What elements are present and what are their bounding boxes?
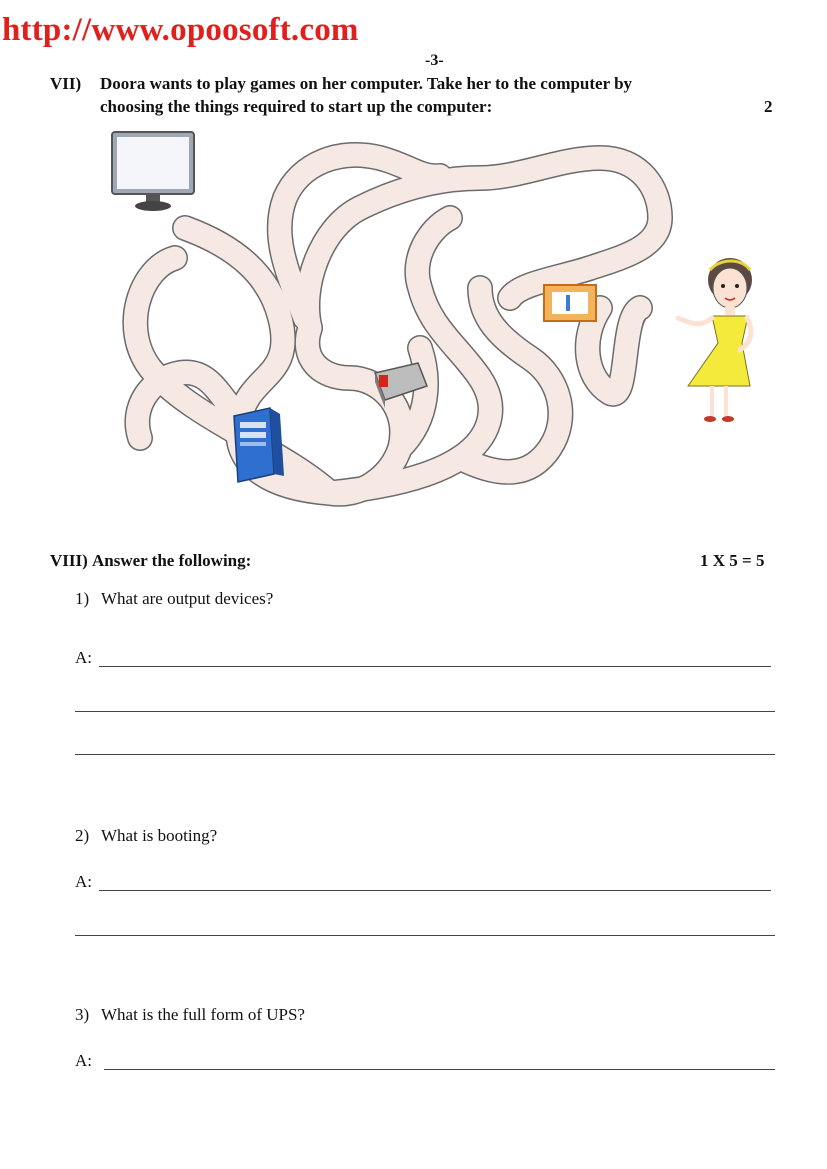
monitor-icon — [112, 132, 194, 211]
answer-line[interactable] — [75, 935, 775, 936]
section-8-number: VIII) — [50, 551, 88, 570]
question-3-text: What is the full form of UPS? — [101, 1005, 305, 1024]
answer-line[interactable] — [99, 666, 771, 667]
question-1-number: 1) — [75, 589, 90, 608]
cpu-tower-icon — [234, 408, 284, 482]
section-7-line2: choosing the things required to start up the computer: — [100, 97, 493, 116]
section-8-title: Answer the following: — [92, 551, 252, 570]
power-switch-icon — [544, 285, 596, 321]
question-1-answer-label: A: — [75, 648, 92, 667]
section-7-line1: Doora wants to play games on her computer. Take her to the computer by — [100, 74, 633, 93]
question-2-answer-label: A: — [75, 872, 92, 891]
question-1-text: What are output devices? — [101, 589, 274, 608]
question-3-number: 3) — [75, 1005, 90, 1024]
answer-line[interactable] — [99, 890, 771, 891]
girl-doora — [678, 258, 752, 422]
section-8-marks: 1 X 5 = 5 — [700, 551, 765, 570]
page-number: -3- — [425, 52, 444, 69]
maze-illustration — [100, 118, 780, 538]
section-7-number: VII) — [50, 74, 82, 93]
answer-line[interactable] — [75, 754, 775, 755]
question-2-number: 2) — [75, 826, 90, 845]
question-3-answer-label: A: — [75, 1051, 92, 1070]
answer-line[interactable] — [75, 711, 775, 712]
section-7-marks: 2 — [764, 97, 773, 116]
watermark-url: http://www.opoosoft.com — [2, 12, 359, 48]
question-2-text: What is booting? — [101, 826, 218, 845]
answer-line[interactable] — [104, 1069, 775, 1070]
